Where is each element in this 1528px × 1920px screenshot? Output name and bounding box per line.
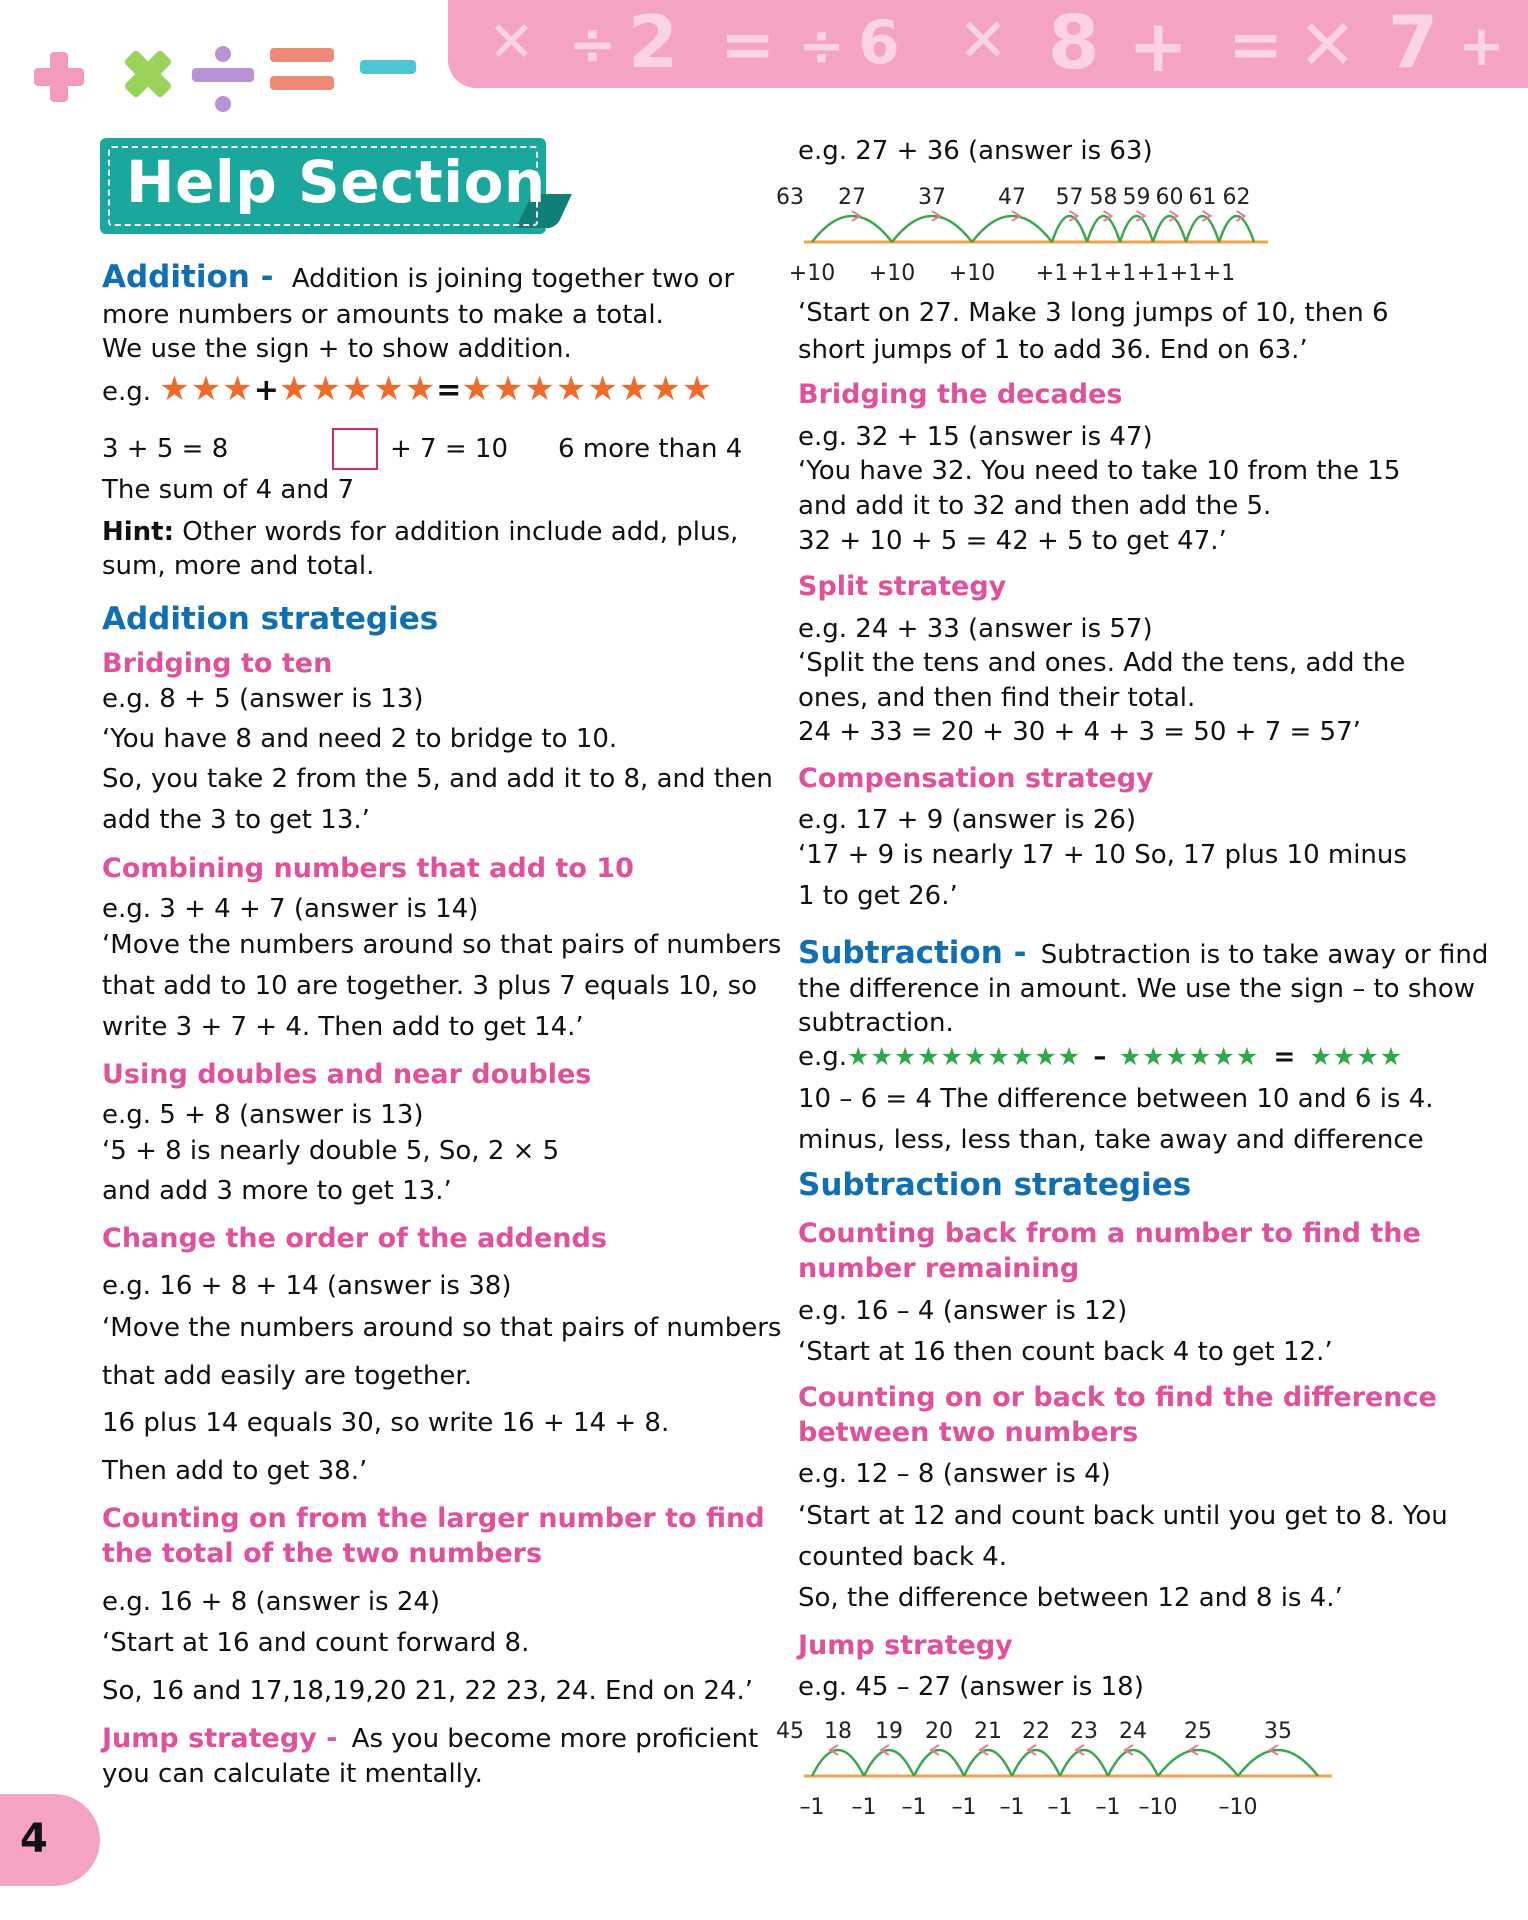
counting-back-heading-1: Counting back from a number to find the xyxy=(798,1218,1421,1249)
jump-line-2: short jumps of 1 to add 36. End on 63.’ xyxy=(798,335,1308,365)
compensation-line-3: 1 to get 26.’ xyxy=(798,881,958,911)
jump-label: 47 xyxy=(998,185,1026,210)
jump-line-1: ‘Start on 27. Make 3 long jumps of 10, then 6 xyxy=(798,298,1389,328)
page-number-tab xyxy=(0,1794,100,1886)
number-line-tick-label: –10 xyxy=(1138,1795,1178,1820)
jump-label: 59 xyxy=(1122,185,1151,210)
header-banner: ✕ ÷ 2 = ÷ 6 ✕ 8 + = ✕ 7 + xyxy=(448,0,1528,88)
jump-label: 22 xyxy=(1022,1719,1050,1744)
hint-line-2: sum, more and total. xyxy=(102,551,375,581)
number-line-tick-label: +1 xyxy=(1202,261,1236,286)
number-line-tick-label: –1 xyxy=(901,1795,927,1820)
addition-heading: Addition - xyxy=(102,259,274,295)
jump-label: 45 xyxy=(776,1719,804,1744)
counting-diff-line-1: e.g. 12 – 8 (answer is 4) xyxy=(798,1459,1111,1489)
counting-back-line-2: ‘Start at 16 then count back 4 to get 12.’ xyxy=(798,1337,1333,1367)
jump-label: 21 xyxy=(974,1719,1002,1744)
order-line-3: that add easily are together. xyxy=(102,1361,472,1391)
number-line-tick-label: –1 xyxy=(951,1795,977,1820)
counting-diff-line-4: So, the difference between 12 and 8 is 4.’ xyxy=(798,1583,1343,1613)
jump-label: 57 xyxy=(1055,185,1084,210)
page-title: Help Section xyxy=(126,148,546,216)
jump-example: e.g. 27 + 36 (answer is 63) xyxy=(798,136,1153,166)
addition-example-2: + 7 = 10 xyxy=(390,434,508,464)
order-line-2: ‘Move the numbers around so that pairs of numbers xyxy=(102,1313,782,1343)
bridging-ten-line-2: ‘You have 8 and need 2 to bridge to 10. xyxy=(102,724,618,754)
compensation-heading: Compensation strategy xyxy=(798,763,1154,794)
star-group-c: ★★★★ xyxy=(1309,1042,1404,1071)
jump2-line-1: e.g. 45 – 27 (answer is 18) xyxy=(798,1672,1144,1702)
decades-line-2: ‘You have 32. You need to take 10 from the 15 xyxy=(798,456,1401,486)
jump-label: 35 xyxy=(1264,1719,1292,1744)
jump-label: 61 xyxy=(1188,185,1217,210)
number-line-tick-label: +1 xyxy=(1035,261,1069,286)
combining-line-2: ‘Move the numbers around so that pairs of numbers xyxy=(102,930,782,960)
eg-label: e.g. xyxy=(798,1042,848,1072)
addition-strategies-heading: Addition strategies xyxy=(102,601,439,637)
star-group-a: ★★★★★★★★★★ xyxy=(847,1042,1082,1071)
order-line-1: e.g. 16 + 8 + 14 (answer is 38) xyxy=(102,1271,512,1301)
jump-label: 27 xyxy=(838,185,866,210)
addition-example-1: 3 + 5 = 8 xyxy=(102,434,229,464)
counting-back-line-1: e.g. 16 – 4 (answer is 12) xyxy=(798,1296,1128,1326)
number-line-tick-label: +1 xyxy=(1103,261,1137,286)
number-line-tick-label: +10 xyxy=(868,261,916,286)
number-line-tick-label: +1 xyxy=(1070,261,1104,286)
addition-intro-line-2: more numbers or amounts to make a total. xyxy=(102,300,664,330)
jump-strategy-line-1 xyxy=(102,1722,758,1756)
addition-intro-line-3: We use the sign + to show addition. xyxy=(102,334,572,364)
split-line-1: e.g. 24 + 33 (answer is 57) xyxy=(798,614,1153,644)
star-group-b: ★★★★★★ xyxy=(1118,1042,1260,1071)
addition-example-4: The sum of 4 and 7 xyxy=(102,475,355,505)
combining-line-1: e.g. 3 + 4 + 7 (answer is 14) xyxy=(102,894,479,924)
counting-on-heading-1: Counting on from the larger number to find xyxy=(102,1503,765,1534)
counting-on-line-2: ‘Start at 16 and count forward 8. xyxy=(102,1628,530,1658)
split-line-2: ‘Split the tens and ones. Add the tens, add the xyxy=(798,648,1406,678)
math-symbols-icon xyxy=(30,30,430,120)
subtraction-line-5: minus, less, less than, take away and difference xyxy=(798,1125,1424,1155)
doubles-line-2: ‘5 + 8 is nearly double 5, So, 2 × 5 xyxy=(102,1136,560,1166)
header-math-symbols xyxy=(30,30,430,120)
jump-strategy-line-2: you can calculate it mentally. xyxy=(102,1759,483,1789)
subtraction-line-4: 10 – 6 = 4 The difference between 10 and 6 is 4. xyxy=(798,1084,1434,1114)
jump-label: 20 xyxy=(925,1719,953,1744)
star-group-a: ★★★ xyxy=(159,369,254,409)
decades-heading: Bridging the decades xyxy=(798,379,1123,410)
jump-label: 60 xyxy=(1155,185,1184,210)
order-line-4: 16 plus 14 equals 30, so write 16 + 14 + 8. xyxy=(102,1408,670,1438)
eg-label: e.g. xyxy=(102,377,152,407)
counting-diff-line-2: ‘Start at 12 and count back until you get to 8. You xyxy=(798,1501,1448,1531)
addition-example-3: 6 more than 4 xyxy=(558,434,743,464)
hint-label: Hint: xyxy=(102,517,175,547)
compensation-line-2: ‘17 + 9 is nearly 17 + 10 So, 17 plus 10 minus xyxy=(798,840,1407,870)
number-line-tick-label: –1 xyxy=(851,1795,877,1820)
minus-sign: – xyxy=(1093,1042,1107,1072)
split-heading: Split strategy xyxy=(798,571,1007,602)
addition-intro-line-1 xyxy=(102,260,734,296)
jump-strategy-text: As you become more proficient xyxy=(351,1724,759,1754)
plus-sign: + xyxy=(253,373,279,408)
subtraction-strategies-heading: Subtraction strategies xyxy=(798,1167,1192,1203)
subtraction-heading: Subtraction - xyxy=(798,935,1027,971)
doubles-heading: Using doubles and near doubles xyxy=(102,1059,592,1090)
number-line-tick-label: +1 xyxy=(1136,261,1170,286)
combining-line-3: that add to 10 are together. 3 plus 7 equals 10, so xyxy=(102,971,758,1001)
jump-strategy-heading: Jump strategy - xyxy=(102,1723,338,1754)
decades-line-1: e.g. 32 + 15 (answer is 47) xyxy=(798,422,1153,452)
star-group-c: ★★★★★★★★ xyxy=(461,369,714,409)
order-line-5: Then add to get 38.’ xyxy=(102,1456,368,1486)
doubles-line-1: e.g. 5 + 8 (answer is 13) xyxy=(102,1100,424,1130)
doubles-line-3: and add 3 more to get 13.’ xyxy=(102,1176,452,1206)
decades-line-4: 32 + 10 + 5 = 42 + 5 to get 47.’ xyxy=(798,526,1227,556)
jump-label: 24 xyxy=(1119,1719,1147,1744)
subtraction-line-1 xyxy=(798,936,1488,972)
jump-label: 23 xyxy=(1070,1719,1098,1744)
number-line-tick-label: +10 xyxy=(788,261,836,286)
number-line-tick-label: +1 xyxy=(1169,261,1203,286)
jump2-heading: Jump strategy xyxy=(798,1630,1013,1661)
bridging-ten-line-1: e.g. 8 + 5 (answer is 13) xyxy=(102,684,424,714)
compensation-line-1: e.g. 17 + 9 (answer is 26) xyxy=(798,805,1137,835)
number-line-tick-label: –1 xyxy=(1095,1795,1121,1820)
subtraction-line-3: subtraction. xyxy=(798,1008,954,1038)
number-line-tick-label: –1 xyxy=(799,1795,825,1820)
title-banner xyxy=(100,138,546,234)
number-line-tick-label: –1 xyxy=(1047,1795,1073,1820)
jump-label: 62 xyxy=(1222,185,1251,210)
number-line-addition xyxy=(776,172,1390,292)
equals-sign: = xyxy=(436,373,462,408)
jump-label: 18 xyxy=(824,1719,852,1744)
combining-line-4: write 3 + 7 + 4. Then add to get 14.’ xyxy=(102,1012,584,1042)
hint-text: Other words for addition include add, plus, xyxy=(182,517,739,547)
counting-on-line-1: e.g. 16 + 8 (answer is 24) xyxy=(102,1587,441,1617)
counting-on-line-3: So, 16 and 17,18,19,20 21, 22 23, 24. End on 24.’ xyxy=(102,1676,753,1706)
subtraction-text: Subtraction is to take away or find xyxy=(1040,940,1489,970)
star-group-b: ★★★★★ xyxy=(278,369,437,409)
addition-star-example xyxy=(102,369,714,409)
bridging-ten-line-3: So, you take 2 from the 5, and add it to 8, and then xyxy=(102,764,773,794)
hint-line-1 xyxy=(102,515,738,549)
jump-label: 19 xyxy=(875,1719,903,1744)
counting-diff-heading-1: Counting on or back to find the difference xyxy=(798,1382,1437,1413)
subtraction-star-example xyxy=(798,1040,1403,1074)
counting-diff-line-3: counted back 4. xyxy=(798,1542,1007,1572)
number-line-tick-label: –10 xyxy=(1218,1795,1258,1820)
addition-text: Addition is joining together two or xyxy=(291,264,735,294)
answer-box xyxy=(332,428,378,470)
counting-back-heading-2: number remaining xyxy=(798,1253,1080,1284)
order-heading: Change the order of the addends xyxy=(102,1223,607,1254)
bridging-ten-heading: Bridging to ten xyxy=(102,648,333,679)
number-line-subtraction xyxy=(776,1706,1350,1826)
bridging-ten-line-4: add the 3 to get 13.’ xyxy=(102,805,370,835)
equals-sign: = xyxy=(1273,1042,1296,1072)
page-number: 4 xyxy=(20,1816,48,1862)
split-line-4: 24 + 33 = 20 + 30 + 4 + 3 = 50 + 7 = 57’ xyxy=(798,717,1361,747)
subtraction-line-2: the difference in amount. We use the sign – to show xyxy=(798,974,1476,1004)
combining-heading: Combining numbers that add to 10 xyxy=(102,853,634,884)
counting-diff-heading-2: between two numbers xyxy=(798,1417,1139,1448)
jump-label: 58 xyxy=(1089,185,1118,210)
number-line-tick-label: –1 xyxy=(999,1795,1025,1820)
number-line-tick-label: +10 xyxy=(948,261,996,286)
split-line-3: ones, and then find their total. xyxy=(798,683,1196,713)
jump-label: 63 xyxy=(776,185,804,210)
counting-on-heading-2: the total of the two numbers xyxy=(102,1538,543,1569)
decades-line-3: and add it to 32 and then add the 5. xyxy=(798,491,1272,521)
jump-label: 25 xyxy=(1184,1719,1212,1744)
jump-label: 37 xyxy=(918,185,946,210)
